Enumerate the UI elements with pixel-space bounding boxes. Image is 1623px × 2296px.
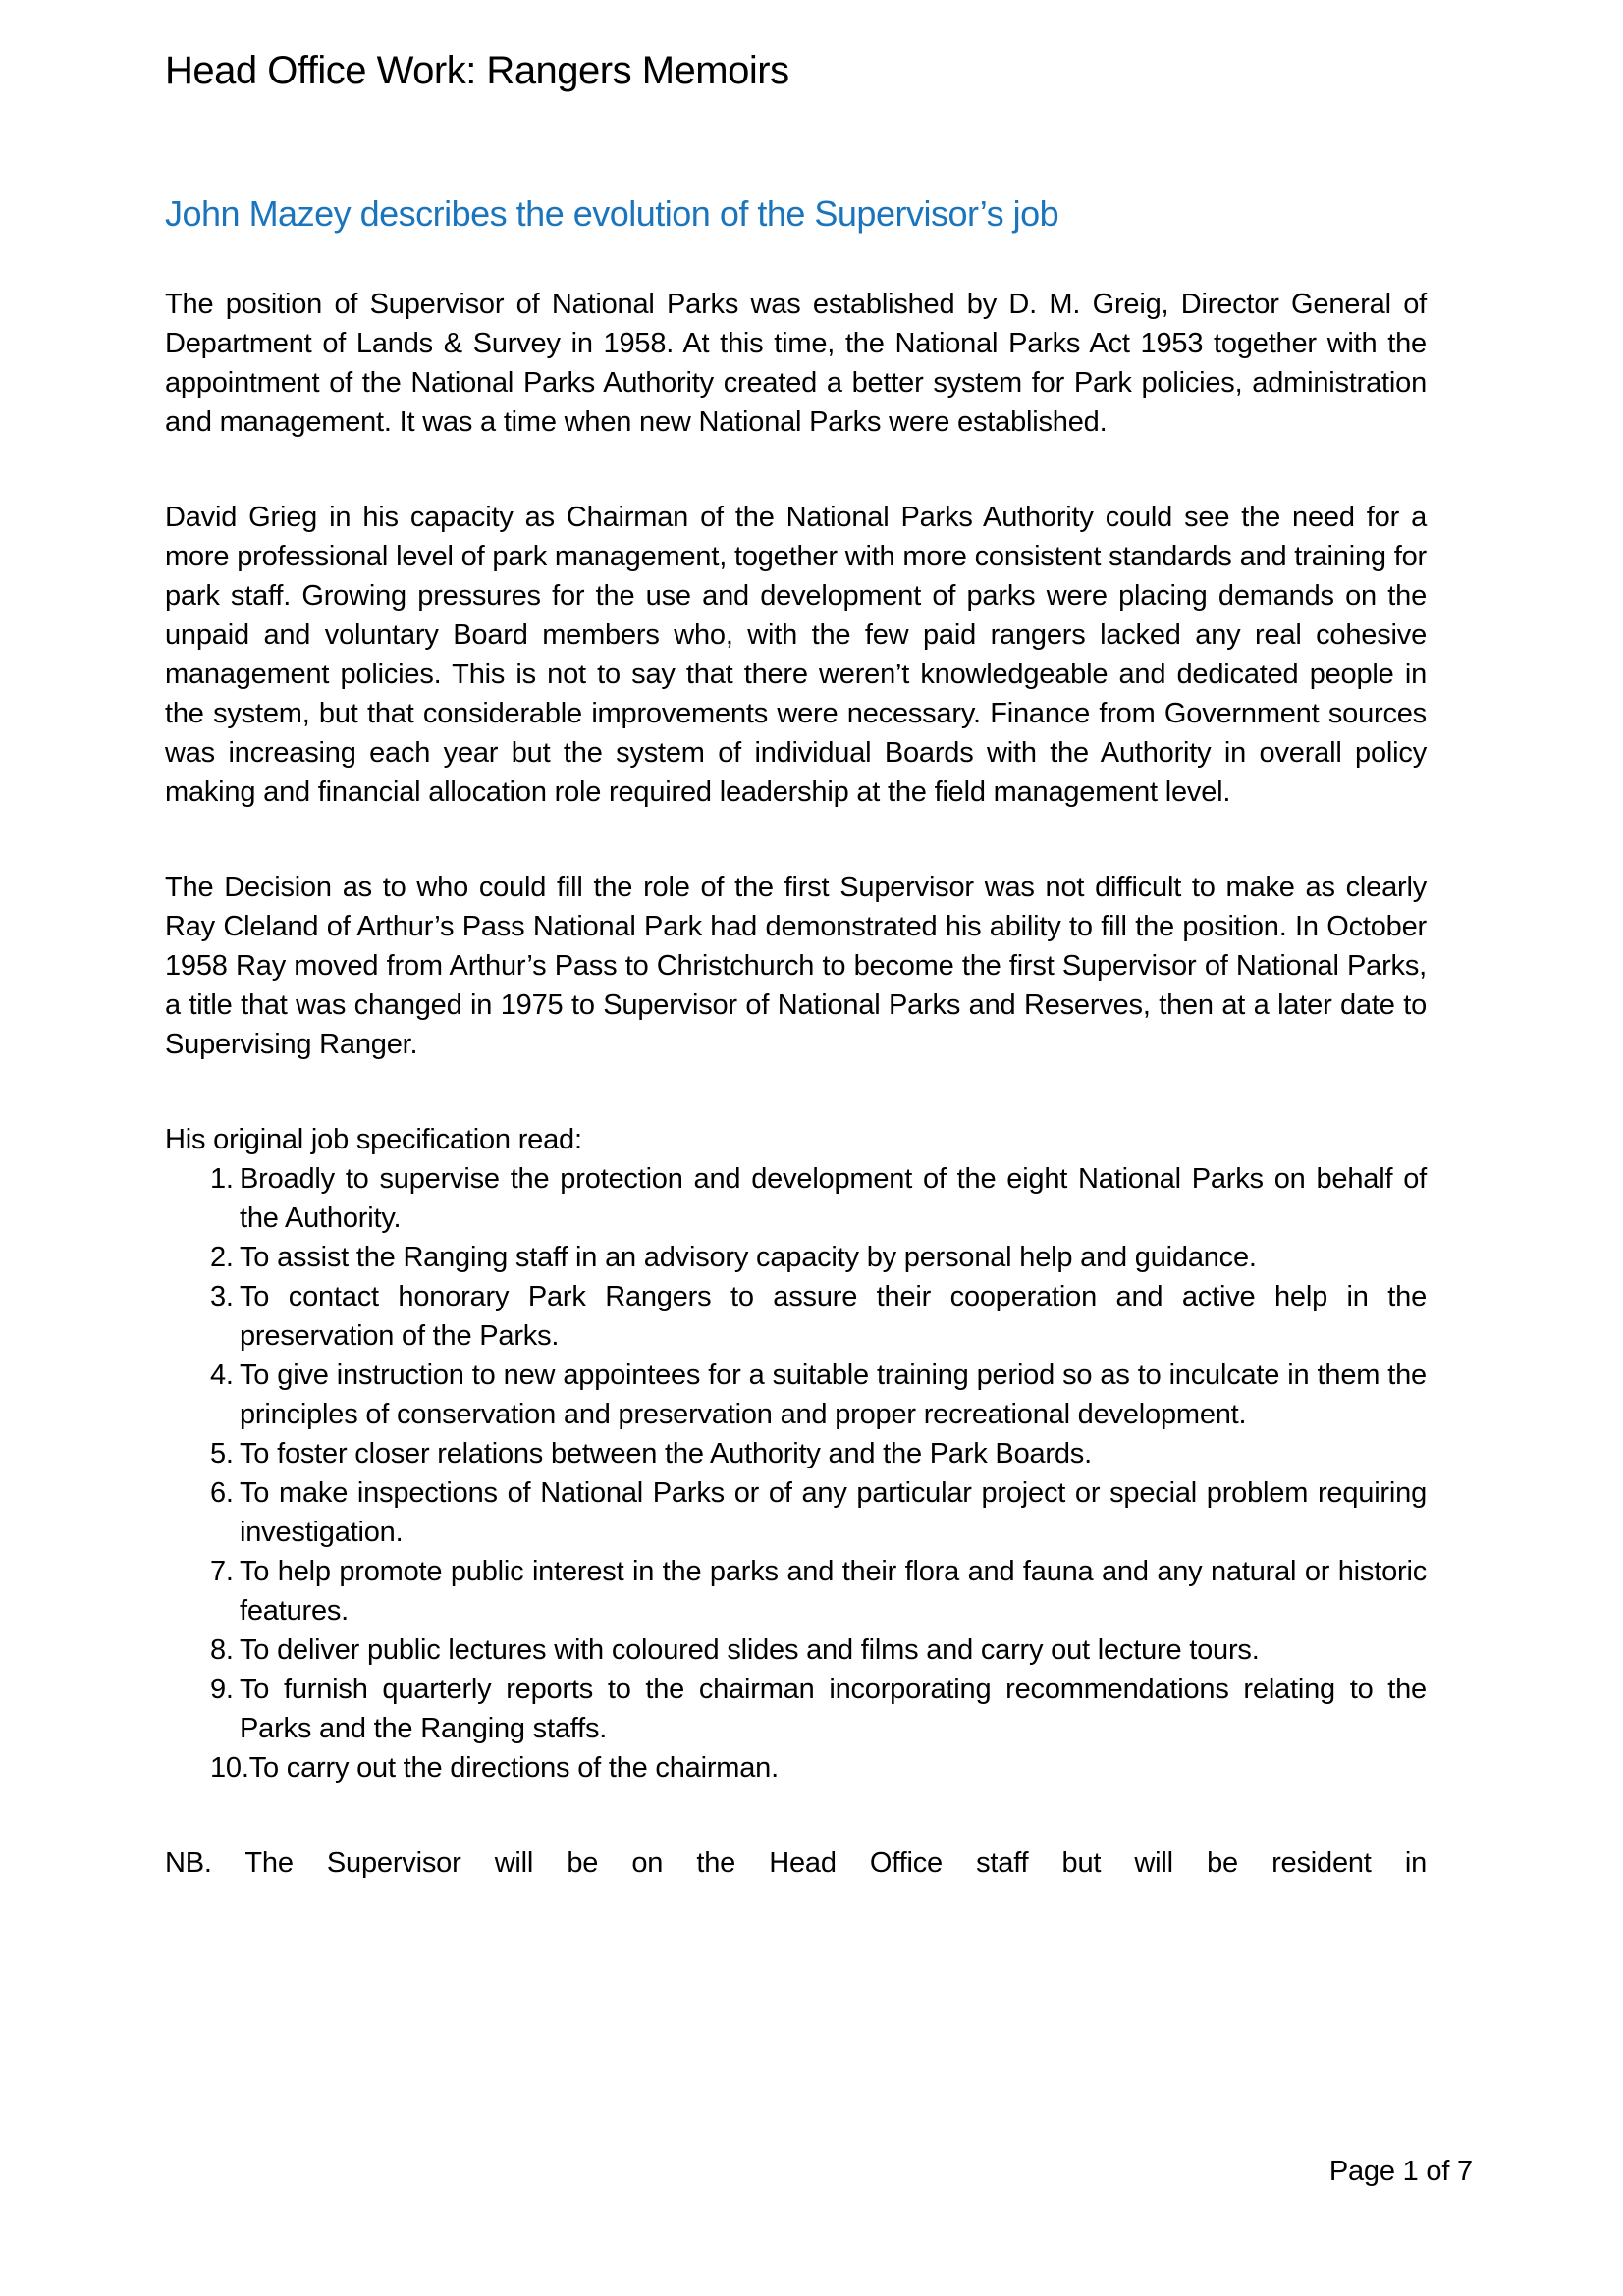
body-paragraph: The Decision as to who could fill the role of the first Supervisor was not difficult to make as clearly Ray Cleland of Arthur’s Pass National Park had demonstrated his ability to fill the position. In October 1958 Ray moved from Arthur’s Pass to Christchurch to become the first Supervisor of National Parks, a title that was changed in 1975 to Supervisor of National Parks and Reserves, then at a later date to Supervising Ranger. [165,872,1427,1060]
document-title: Head Office Work: Rangers Memoirs [165,49,789,92]
list-number: 8. [210,1634,234,1666]
document-content [165,47,1427,1883]
list-item-text: To make inspections of National Parks or of any particular project or special problem requiring investigation. [240,1477,1427,1548]
nb-paragraph: NB. The Supervisor will be on the Head Office staff but will be resident in [165,1847,1427,1879]
list-item-text: To furnish quarterly reports to the chairman incorporating recommendations relating to the Parks and the Ranging staffs. [240,1674,1427,1744]
job-spec-item [165,1356,1427,1434]
job-spec-item [165,1630,1427,1670]
list-number: 4. [210,1360,234,1391]
job-spec-list [165,1159,1427,1788]
job-spec-item [165,1159,1427,1238]
list-item-text: To give instruction to new appointees for a suitable training period so as to inculcate in them the principles of conservation and preservation and proper recreational development. [240,1360,1427,1430]
job-spec-item [165,1748,1427,1788]
list-item-text: Broadly to supervise the protection and development of the eight National Parks on behalf of the Authority. [240,1163,1427,1234]
list-number: 9. [210,1674,234,1705]
list-item-text: To help promote public interest in the parks and their flora and fauna and any natural or historic features. [240,1556,1427,1627]
list-item-text: To foster closer relations between the Authority and the Park Boards. [240,1438,1092,1469]
list-item-text: To carry out the directions of the chairman. [248,1752,779,1784]
list-number: 2. [210,1242,234,1273]
list-number: 10. [210,1752,249,1784]
body-paragraph: The position of Supervisor of National Parks was established by D. M. Greig, Director General of Department of Lands & Survey in 1958. At this time, the National Parks Act 1953 together with the appointment of the National Parks Authority created a better system for Park policies, administration and management. It was a time when new National Parks were established. [165,289,1427,438]
job-spec-item [165,1277,1427,1356]
job-spec-item [165,1670,1427,1748]
list-item-text: To contact honorary Park Rangers to assure their cooperation and active help in the preservation of the Parks. [240,1281,1427,1352]
list-item-text: To assist the Ranging staff in an advisory capacity by personal help and guidance. [240,1242,1257,1273]
list-number: 7. [210,1556,234,1587]
list-number: 1. [210,1163,234,1195]
page-number: Page 1 of 7 [1328,2156,1473,2187]
list-item-text: To deliver public lectures with coloured slides and films and carry out lecture tours. [240,1634,1260,1666]
section-heading: John Mazey describes the evolution of the Supervisor’s job [165,193,1059,234]
job-spec-item [165,1238,1427,1277]
list-number: 5. [210,1438,234,1469]
job-spec-intro: His original job specification read: [165,1124,582,1155]
job-spec-item [165,1434,1427,1473]
list-number: 3. [210,1281,234,1312]
body-paragraph: David Grieg in his capacity as Chairman of the National Parks Authority could see the need for a more professional level of park management, together with more consistent standards and training for park staff. Growing pressures for the use and development of parks were placing demands on the unpaid and voluntary Board members who, with the few paid rangers lacked any real cohesive management policies. This is not to say that there weren’t knowledgeable and dedicated people in the system, but that considerable improvements were necessary. Finance from Government sources was increasing each year but the system of individual Boards with the Authority in overall policy making and financial allocation role required leadership at the field management level. [165,502,1427,808]
job-spec-item [165,1552,1427,1630]
list-number: 6. [210,1477,234,1509]
job-spec-item [165,1473,1427,1552]
